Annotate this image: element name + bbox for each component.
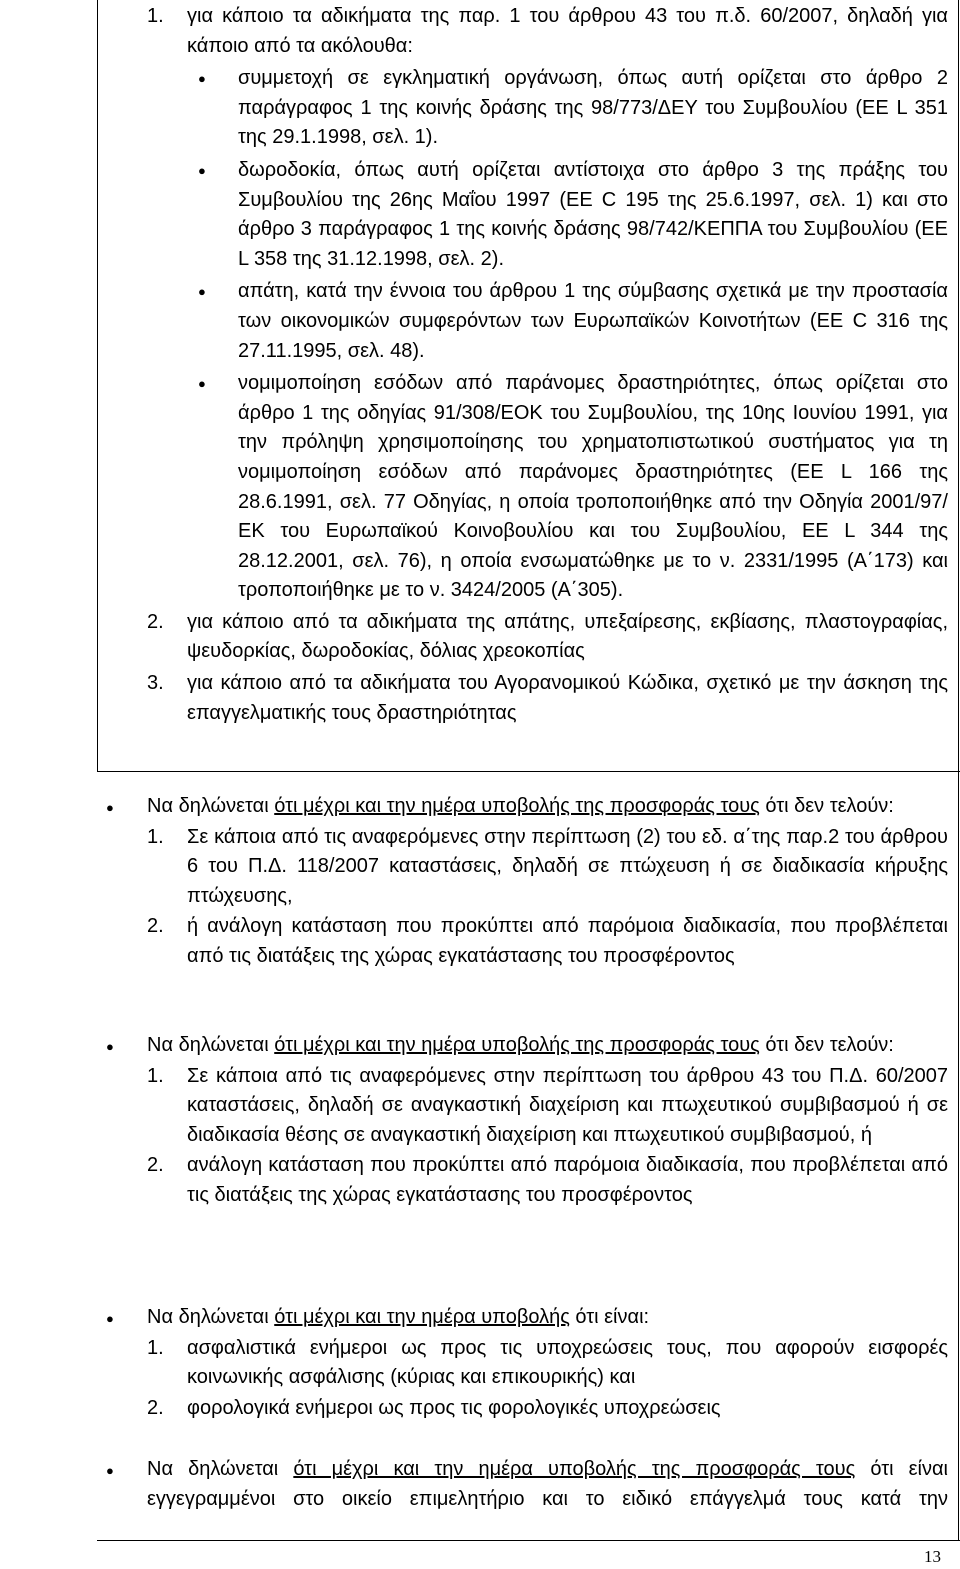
underlined-text: ότι μέχρι και την ημέρα υποβολής bbox=[274, 1306, 570, 1328]
bullet-item-4 bbox=[198, 369, 948, 606]
underlined-text: ότι μέχρι και την ημέρα υποβολής της προσφοράς τους bbox=[293, 1458, 856, 1480]
bullet-icon: ● bbox=[106, 1311, 114, 1326]
bullet-text: δωροδοκία, όπως αυτή ορίζεται αντίστοιχα στο άρθρο 3 της πράξης του Συμβουλίου της 26ης Μαΐου 1997 (ΕΕ C 195 της 25.6.1997, σελ. 1) και στο άρθρο 3 παράγραφος 1 της κοινής δράσης 98/742/ΚΕΠΠΑ του Συμβουλίου (ΕΕ L 358 της 31.12.1998, σελ. 2). bbox=[238, 158, 948, 270]
underlined-text: ότι μέχρι και την ημέρα υποβολής της προσφοράς τους bbox=[274, 795, 760, 817]
underlined-text: ότι μέχρι και την ημέρα υποβολής της προσφοράς τους bbox=[274, 1034, 760, 1056]
page-number: 13 bbox=[924, 1547, 941, 1566]
item-number: 2. bbox=[147, 610, 164, 633]
tail-text: ότι δεν τελούν: bbox=[759, 795, 894, 817]
bullet-item-1 bbox=[198, 64, 948, 153]
list-item-1 bbox=[147, 2, 948, 61]
section-b bbox=[106, 792, 948, 972]
item-text: ή ανάλογη κατάσταση που προκύπτει από παρόμοια διαδικασία, που προβλέπεται από τις διατάξεις της χώρας εγκατάστασης του προσφέροντος bbox=[187, 915, 948, 967]
item-number: 2. bbox=[147, 1396, 164, 1419]
bullet-text: συμμετοχή σε εγκληματική οργάνωση, όπως αυτή ορίζεται στο άρθρο 2 παράγραφος 1 της κοινής δράσης της 98/773/ΔΕΥ του Συμβουλίου (ΕΕ L 351 της 29.1.1998, σελ. 1). bbox=[238, 67, 948, 149]
section-e-lead bbox=[106, 1455, 948, 1514]
frame-right-border bbox=[958, 0, 959, 1540]
frame-divider bbox=[97, 771, 960, 772]
item-number: 2. bbox=[147, 915, 164, 938]
frame-bottom-border bbox=[97, 1540, 960, 1541]
lead-text: Να δηλώνεται bbox=[147, 795, 275, 817]
bullet-icon: ● bbox=[106, 1039, 114, 1054]
list-item-2 bbox=[147, 608, 948, 667]
item-text: Σε κάποια από τις αναφερόμενες στην περίπτωση του άρθρου 43 του Π.Δ. 60/2007 καταστάσεις, δηλαδή σε αναγκαστική διαχείριση και πτωχευτικού συμβιβασμού ή σε διαδικασία θέσης σε αναγκαστική διαχείριση και πτωχευτικού συμβιβασμού, ή bbox=[187, 1064, 948, 1146]
section-d bbox=[106, 1303, 948, 1423]
section-d-item-2 bbox=[147, 1394, 948, 1424]
tail-text: ότι δεν τελούν: bbox=[759, 1034, 894, 1056]
section-d-item-1 bbox=[147, 1334, 948, 1393]
item-text: για κάποιο από τα αδικήματα της απάτης, υπεξαίρεσης, εκβίασης, πλαστογραφίας, ψευδορκίας, δωροδοκίας, δόλιας χρεοκοπίας bbox=[187, 610, 948, 663]
tail-text: ότι είναι εγγεγραμμένοι στο οικείο επιμελητήριο και το ειδικό επάγγελμά τους κατά την bbox=[147, 1458, 949, 1510]
item-text: για κάποιο από τα αδικήματα του Αγορανομικού Κώδικα, σχετικό με την άσκηση της επαγγελματικής τους δραστηριότητας bbox=[187, 672, 948, 724]
section-c-item-1 bbox=[147, 1062, 948, 1151]
bullet-icon: ● bbox=[198, 162, 206, 178]
bullet-icon: ● bbox=[198, 71, 206, 87]
lead-text: Να δηλώνεται bbox=[147, 1306, 275, 1328]
bullet-item-2 bbox=[198, 156, 948, 274]
section-b-item-2 bbox=[147, 912, 948, 971]
bullet-text: νομιμοποίηση εσόδων από παράνομες δραστηριότητες, όπως ορίζεται στο άρθρο 1 της οδηγίας 91/308/ΕΟΚ του Συμβουλίου, της 10ης Ιουνίου 1991, για την πρόληψη χρησιμοποίησης του χρηματοπιστωτικού συστήματος για τη νομιμοποίηση εσόδων από παράνομες δραστηριότητες (ΕΕ L 166 της 28.6.1991, σελ. 77 Οδηγίας, η οποία τροποποιήθηκε από την Οδηγία 2001/97/ΕΚ του Ευρωπαϊκού Κοινοβουλίου και του Συμβουλίου, ΕΕ L 344 της 28.12.2001, σελ. 76), η οποία ενσωματώθηκε με το ν. 2331/1995 (Α΄173) και τροποποιήθηκε με το ν. 3424/2005 (Α΄305). bbox=[238, 372, 948, 602]
bullet-icon: ● bbox=[106, 800, 114, 815]
bullet-icon: ● bbox=[198, 284, 206, 300]
section-e bbox=[106, 1455, 948, 1514]
item-number: 1. bbox=[147, 5, 164, 27]
frame-left-border bbox=[97, 0, 98, 771]
item-text: φορολογικά ενήμεροι ως προς τις φορολογικές υποχρεώσεις bbox=[187, 1396, 721, 1419]
item-number: 3. bbox=[147, 672, 164, 695]
bullet-item-3 bbox=[198, 277, 948, 366]
section-b-item-1 bbox=[147, 823, 948, 912]
item-text: ανάλογη κατάσταση που προκύπτει από παρόμοια διαδικασία, που προβλέπεται από τις διατάξεις της χώρας εγκατάστασης του προσφέροντος bbox=[187, 1154, 948, 1206]
section-c-lead bbox=[106, 1031, 948, 1061]
section-c-item-2 bbox=[147, 1151, 948, 1210]
item-number: 1. bbox=[147, 1064, 164, 1087]
section-a bbox=[147, 2, 948, 728]
lead-text: Να δηλώνεται bbox=[147, 1458, 294, 1480]
item-text: ασφαλιστικά ενήμεροι ως προς τις υποχρεώσεις τους, που αφορούν εισφορές κοινωνικής ασφάλισης (κύριας και επικουρικής) και bbox=[187, 1336, 948, 1389]
item-text: Σε κάποια από τις αναφερόμενες στην περίπτωση (2) του εδ. α΄της παρ.2 του άρθρου 6 του Π.Δ. 118/2007 καταστάσεις, δηλαδή σε πτώχευση ή σε διαδικασία κήρυξης πτώχευσης, bbox=[187, 825, 948, 907]
item-number: 1. bbox=[147, 825, 164, 848]
section-b-lead bbox=[106, 792, 948, 822]
list-item-3 bbox=[147, 669, 948, 728]
item-number: 2. bbox=[147, 1154, 164, 1177]
bullet-text: απάτη, κατά την έννοια του άρθρου 1 της σύμβασης σχετικά με την προστασία των οικονομικών συμφερόντων των Ευρωπαϊκών Κοινοτήτων (ΕΕ C 316 της 27.11.1995, σελ. 48). bbox=[238, 280, 948, 362]
item-number: 1. bbox=[147, 1336, 164, 1359]
bullet-icon: ● bbox=[106, 1463, 114, 1478]
section-c bbox=[106, 1031, 948, 1211]
bullet-icon: ● bbox=[198, 376, 206, 392]
lead-text: Να δηλώνεται bbox=[147, 1034, 275, 1056]
item-text: για κάποιο τα αδικήματα της παρ. 1 του άρθρου 43 του π.δ. 60/2007, δηλαδή για κάποιο από τα ακόλουθα: bbox=[187, 5, 948, 57]
tail-text: ότι είναι: bbox=[569, 1306, 650, 1328]
section-d-lead bbox=[106, 1303, 948, 1333]
